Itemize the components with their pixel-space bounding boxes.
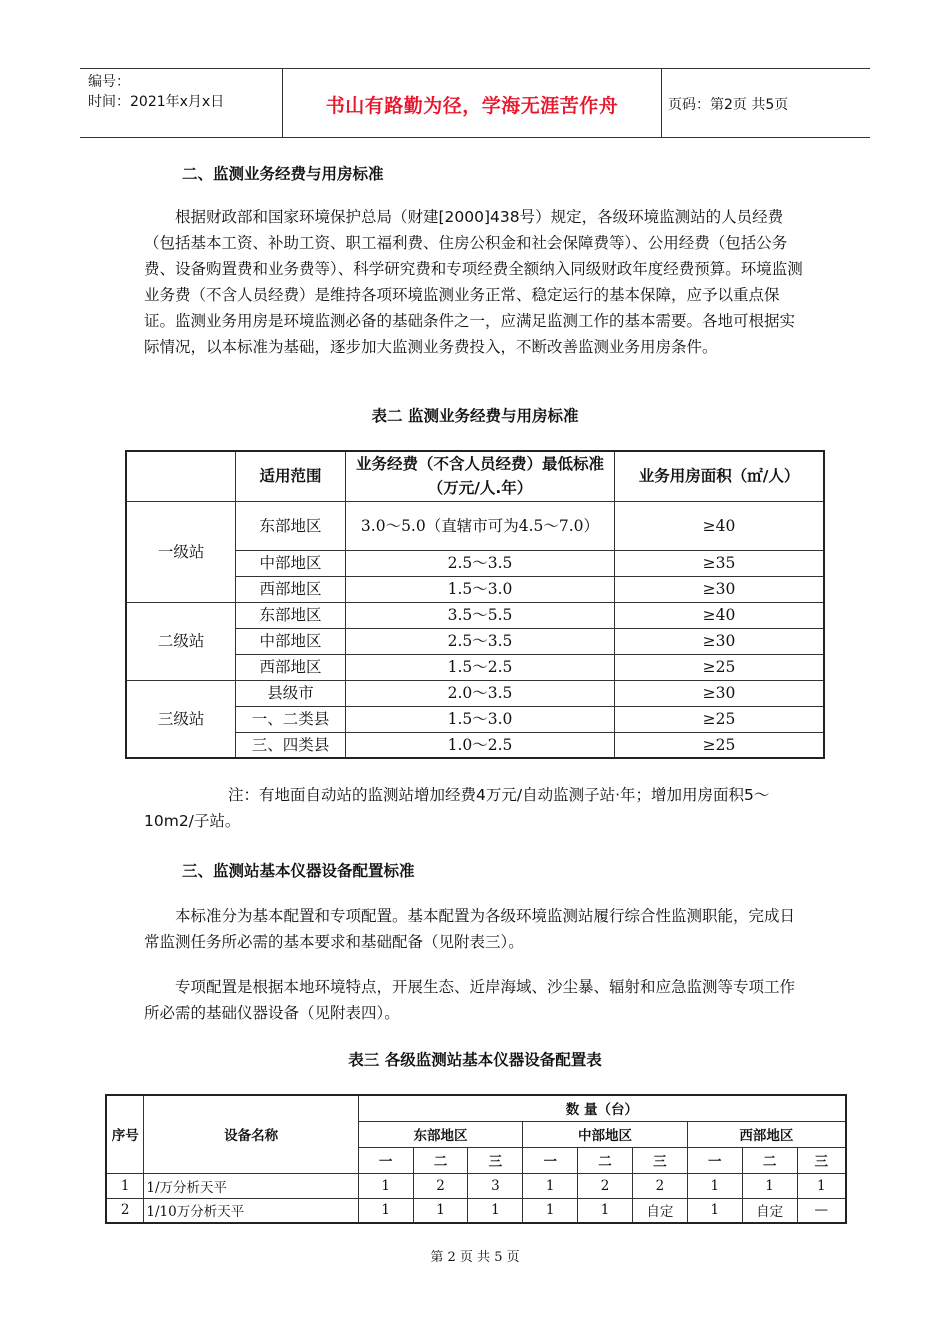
qty-cell: 1 [358, 1198, 413, 1223]
funding-cell: 1.5～3.0 [345, 706, 614, 732]
area-cell: ≥35 [615, 550, 824, 576]
section2-paragraph: 根据财政部和国家环境保护总局（财建[2000]438号）规定，各级环境监测站的人员经费（包括基本工资、补助工资、职工福利费、住房公积金和社会保障费等）、公用经费（包括公务费、设备购置费和业务费等）、科学研究费和专项经费全额纳入同级财政年度经费预算。环境监测业务费（不含人员经费）是维持各项环境监测业务正常、稳定运行的基本保障，应予以重点保证。监测业务用房是环境监测必备的基础条件之一，应满足监测工作的基本需要。各地可根据实际情况，以本标准为基础，逐步加大监测业务费投入，不断改善监测业务用房条件。 [144, 208, 803, 356]
region-cell: 西部地区 [236, 576, 346, 602]
area-cell: ≥40 [615, 501, 824, 550]
region-cell: 三、四类县 [236, 732, 346, 758]
area-cell: ≥40 [615, 602, 824, 628]
header-level: 一 [687, 1147, 742, 1173]
header-page-info: 页码：第2页 共5页 [668, 97, 789, 113]
page-header [80, 68, 870, 138]
qty-cell: 3 [468, 1173, 523, 1198]
header-level: 三 [468, 1147, 523, 1173]
qty-cell: 1 [742, 1173, 797, 1198]
header-level: 二 [413, 1147, 468, 1173]
header-quantity: 数 量（台） [358, 1095, 846, 1121]
header-page-cell [662, 69, 870, 137]
table-row [126, 501, 824, 550]
header-level: 一 [523, 1147, 578, 1173]
qty-cell: 1 [413, 1198, 468, 1223]
header-equipment-name: 设备名称 [144, 1095, 358, 1173]
equipment-name-cell: 1/万分析天平 [144, 1173, 358, 1198]
section3-heading: 三、监测站基本仪器设备配置标准 [182, 862, 415, 880]
level-cell: 一级站 [126, 501, 236, 602]
section3-paragraph2: 专项配置是根据本地环境特点，开展生态、近岸海域、沙尘暴、辐射和应急监测等专项工作所必需的基础仪器设备（见附表四）。 [144, 978, 796, 1022]
header-level: 三 [632, 1147, 687, 1173]
header-seq: 序号 [106, 1095, 144, 1173]
region-cell: 东部地区 [236, 602, 346, 628]
qty-cell: 自定 [742, 1198, 797, 1223]
seq-cell: 2 [106, 1198, 144, 1223]
doc-number-label: 编号： [88, 74, 130, 90]
qty-cell: 1 [687, 1198, 742, 1223]
area-cell: ≥25 [615, 706, 824, 732]
region-cell: 中部地区 [236, 628, 346, 654]
qty-cell: 1 [578, 1198, 633, 1223]
qty-cell: 1 [797, 1173, 846, 1198]
funding-standard-table [125, 450, 825, 759]
region-cell: 县级市 [236, 680, 346, 706]
section2-heading: 二、监测业务经费与用房标准 [182, 165, 384, 183]
funding-cell: 1.0～2.5 [345, 732, 614, 758]
qty-cell: 1 [687, 1173, 742, 1198]
qty-cell: 2 [632, 1173, 687, 1198]
section3-paragraph1: 本标准分为基本配置和专项配置。基本配置为各级环境监测站履行综合性监测职能，完成日常监测任务所必需的基本要求和基础配备（见附表三）。 [144, 907, 796, 951]
equipment-name-cell: 1/10万分析天平 [144, 1198, 358, 1223]
table-header-row [106, 1095, 846, 1121]
header-motto: 书山有路勤为径，学海无涯苦作舟 [325, 95, 619, 117]
level-cell: 二级站 [126, 602, 236, 680]
header-level: 三 [797, 1147, 846, 1173]
qty-cell: 2 [578, 1173, 633, 1198]
header-empty-cell [126, 451, 236, 501]
region-cell: 西部地区 [236, 654, 346, 680]
header-scope: 适用范围 [236, 451, 346, 501]
header-level: 一 [358, 1147, 413, 1173]
header-region-central: 中部地区 [523, 1121, 688, 1147]
header-meta-cell [80, 69, 283, 137]
page-footer: 第 2 页 共 5 页 [430, 1250, 520, 1265]
table-row [106, 1173, 846, 1198]
table3-caption: 表三 各级监测站基本仪器设备配置表 [348, 1051, 602, 1069]
region-cell: 东部地区 [236, 501, 346, 550]
header-level: 二 [578, 1147, 633, 1173]
funding-cell: 3.5～5.5 [345, 602, 614, 628]
funding-cell: 2.0～3.5 [345, 680, 614, 706]
qty-cell: 1 [523, 1198, 578, 1223]
funding-cell: 2.5～3.5 [345, 550, 614, 576]
equipment-config-table [105, 1094, 847, 1224]
level-cell: 三级站 [126, 680, 236, 758]
header-region-east: 东部地区 [358, 1121, 523, 1147]
header-area: 业务用房面积（㎡/人） [615, 451, 824, 501]
doc-date-label: 时间：2021年x月x日 [88, 94, 225, 110]
header-region-west: 西部地区 [687, 1121, 846, 1147]
area-cell: ≥30 [615, 680, 824, 706]
table-row [106, 1198, 846, 1223]
header-funding: 业务经费（不含人员经费）最低标准（万元/人.年） [345, 451, 614, 501]
funding-cell: 2.5～3.5 [345, 628, 614, 654]
funding-cell: 1.5～3.0 [345, 576, 614, 602]
funding-cell: 3.0～5.0（直辖市可为4.5～7.0） [345, 501, 614, 550]
qty-cell: 1 [468, 1198, 523, 1223]
region-cell: 中部地区 [236, 550, 346, 576]
qty-cell: — [797, 1198, 846, 1223]
region-cell: 一、二类县 [236, 706, 346, 732]
table2-caption: 表二 监测业务经费与用房标准 [371, 407, 579, 425]
header-level: 二 [742, 1147, 797, 1173]
table-row [126, 680, 824, 706]
seq-cell: 1 [106, 1173, 144, 1198]
area-cell: ≥30 [615, 628, 824, 654]
header-motto-cell [283, 69, 662, 137]
qty-cell: 1 [523, 1173, 578, 1198]
qty-cell: 自定 [632, 1198, 687, 1223]
area-cell: ≥25 [615, 654, 824, 680]
qty-cell: 2 [413, 1173, 468, 1198]
table-header-row [126, 451, 824, 501]
area-cell: ≥25 [615, 732, 824, 758]
area-cell: ≥30 [615, 576, 824, 602]
funding-cell: 1.5～2.5 [345, 654, 614, 680]
table-row [126, 602, 824, 628]
qty-cell: 1 [358, 1173, 413, 1198]
table2-note: 注：有地面自动站的监测站增加经费4万元/自动监测子站·年；增加用房面积5～10m2/子站。 [144, 786, 770, 830]
